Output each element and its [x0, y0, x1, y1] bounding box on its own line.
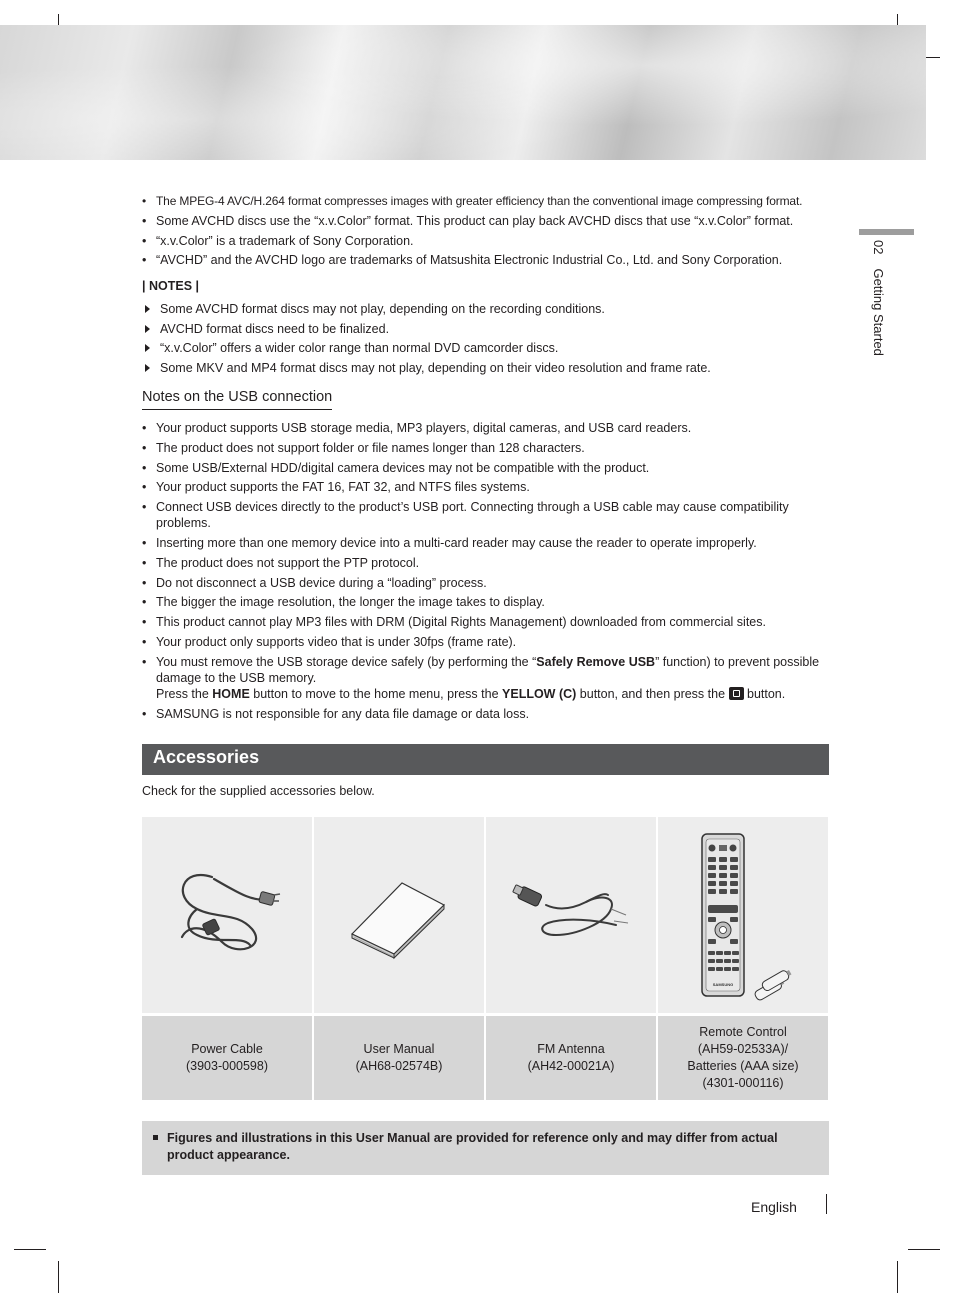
user-manual-cell — [314, 817, 484, 1013]
list-item: • Inserting more than one memory device into a multi-card reader may cause the reader to operate improperly. — [142, 535, 832, 551]
power-cable-cell — [142, 817, 312, 1013]
list-item: “x.v.Color” offers a wider color range than normal DVD camcorder discs. — [142, 340, 832, 356]
home-key-label: HOME — [212, 686, 250, 701]
user-manual-icon — [314, 817, 484, 1013]
side-tab-bar — [859, 229, 914, 235]
list-item: • This product cannot play MP3 files with DRM (Digital Rights Management) downloaded from commercial sites. — [142, 614, 832, 630]
notes-label: | NOTES | — [142, 279, 200, 293]
list-item: • Your product supports the FAT 16, FAT 32, and NTFS files systems. — [142, 479, 832, 495]
side-tab-number: 02 — [871, 240, 886, 255]
format-bullet-list — [142, 193, 832, 272]
list-item: • The product does not support folder or file names longer than 128 characters. — [142, 440, 832, 456]
list-item: • “x.v.Color” is a trademark of Sony Corporation. — [142, 233, 832, 249]
fm-antenna-icon — [486, 817, 656, 1013]
list-item: • The bigger the image resolution, the longer the image takes to display. — [142, 594, 832, 610]
fm-antenna-cell — [486, 817, 656, 1013]
yellow-key-label: YELLOW (C) — [502, 686, 577, 701]
safely-remove-usb-label: Safely Remove USB — [536, 654, 656, 669]
crop-mark — [14, 1249, 46, 1250]
accessories-table — [142, 817, 829, 1101]
note-bullet-icon — [153, 1135, 158, 1140]
list-item: • Some AVCHD discs use the “x.v.Color” format. This product can play back AVCHD discs that use “x.v.Color” format. — [142, 213, 832, 229]
side-tab — [866, 240, 886, 400]
list-item: • The MPEG-4 AVC/H.264 format compresses images with greater efficiency than the conventional image compressing format. — [142, 193, 832, 209]
footer-language: English — [751, 1199, 797, 1215]
list-item: • “AVCHD” and the AVCHD logo are trademarks of Matsushita Electronic Industrial Co., Ltd. and Sony Corporation. — [142, 252, 832, 268]
user-manual-label: User Manual (AH68-02574B) — [314, 1016, 484, 1100]
remote-brand-label: SAMSUNG — [712, 982, 734, 987]
side-tab-label: Getting Started — [871, 268, 886, 356]
list-item: Some MKV and MP4 format discs may not play, depending on their video resolution and frame rate. — [142, 360, 832, 376]
accessories-intro: Check for the supplied accessories below. — [142, 784, 375, 798]
notes-list — [142, 301, 832, 380]
remote-control-cell — [658, 817, 828, 1013]
fm-antenna-label: FM Antenna (AH42-00021A) — [486, 1016, 656, 1100]
list-item: • Connect USB devices directly to the product’s USB port. Connecting through a USB cable may cause compatibility problems. — [142, 499, 832, 531]
list-item-safely-remove: • You must remove the USB storage device safely (by performing the “Safely Remove USB” function) to prevent possible damage to the USB memory. Press the HOME button to move to the home menu, press the YELLOW (C) button, and then press the button. — [142, 654, 832, 702]
list-item: • Do not disconnect a USB device during a “loading” process. — [142, 575, 832, 591]
list-item: • Your product only supports video that is under 30fps (frame rate). — [142, 634, 832, 650]
list-item: Some AVCHD format discs may not play, depending on the recording conditions. — [142, 301, 832, 317]
crop-mark — [58, 1261, 59, 1293]
power-cable-icon — [142, 817, 312, 1013]
accessories-title: Accessories — [153, 747, 260, 767]
footer-divider — [826, 1194, 827, 1214]
crop-mark — [897, 1261, 898, 1293]
crop-mark — [908, 1249, 940, 1250]
list-item: • SAMSUNG is not responsible for any data file damage or data loss. — [142, 706, 832, 722]
list-item: AVCHD format discs need to be finalized. — [142, 321, 832, 337]
exit-button-icon — [729, 687, 744, 700]
remote-control-label: Remote Control (AH59-02533A)/ Batteries (AAA size) (4301-000116) — [658, 1016, 828, 1100]
list-item: • Some USB/External HDD/digital camera devices may not be compatible with the product. — [142, 460, 832, 476]
usb-bullet-list — [142, 420, 832, 725]
remote-control-icon — [658, 817, 828, 1013]
illustration-note-text: Figures and illustrations in this User Manual are provided for reference only and may differ from actual product appearance. — [167, 1131, 778, 1162]
list-item: • Your product supports USB storage media, MP3 players, digital cameras, and USB card readers. — [142, 420, 832, 436]
list-item: • The product does not support the PTP protocol. — [142, 555, 832, 571]
usb-section-heading: Notes on the USB connection — [142, 389, 332, 410]
power-cable-label: Power Cable (3903-000598) — [142, 1016, 312, 1100]
header-banner-sheen — [0, 25, 926, 160]
